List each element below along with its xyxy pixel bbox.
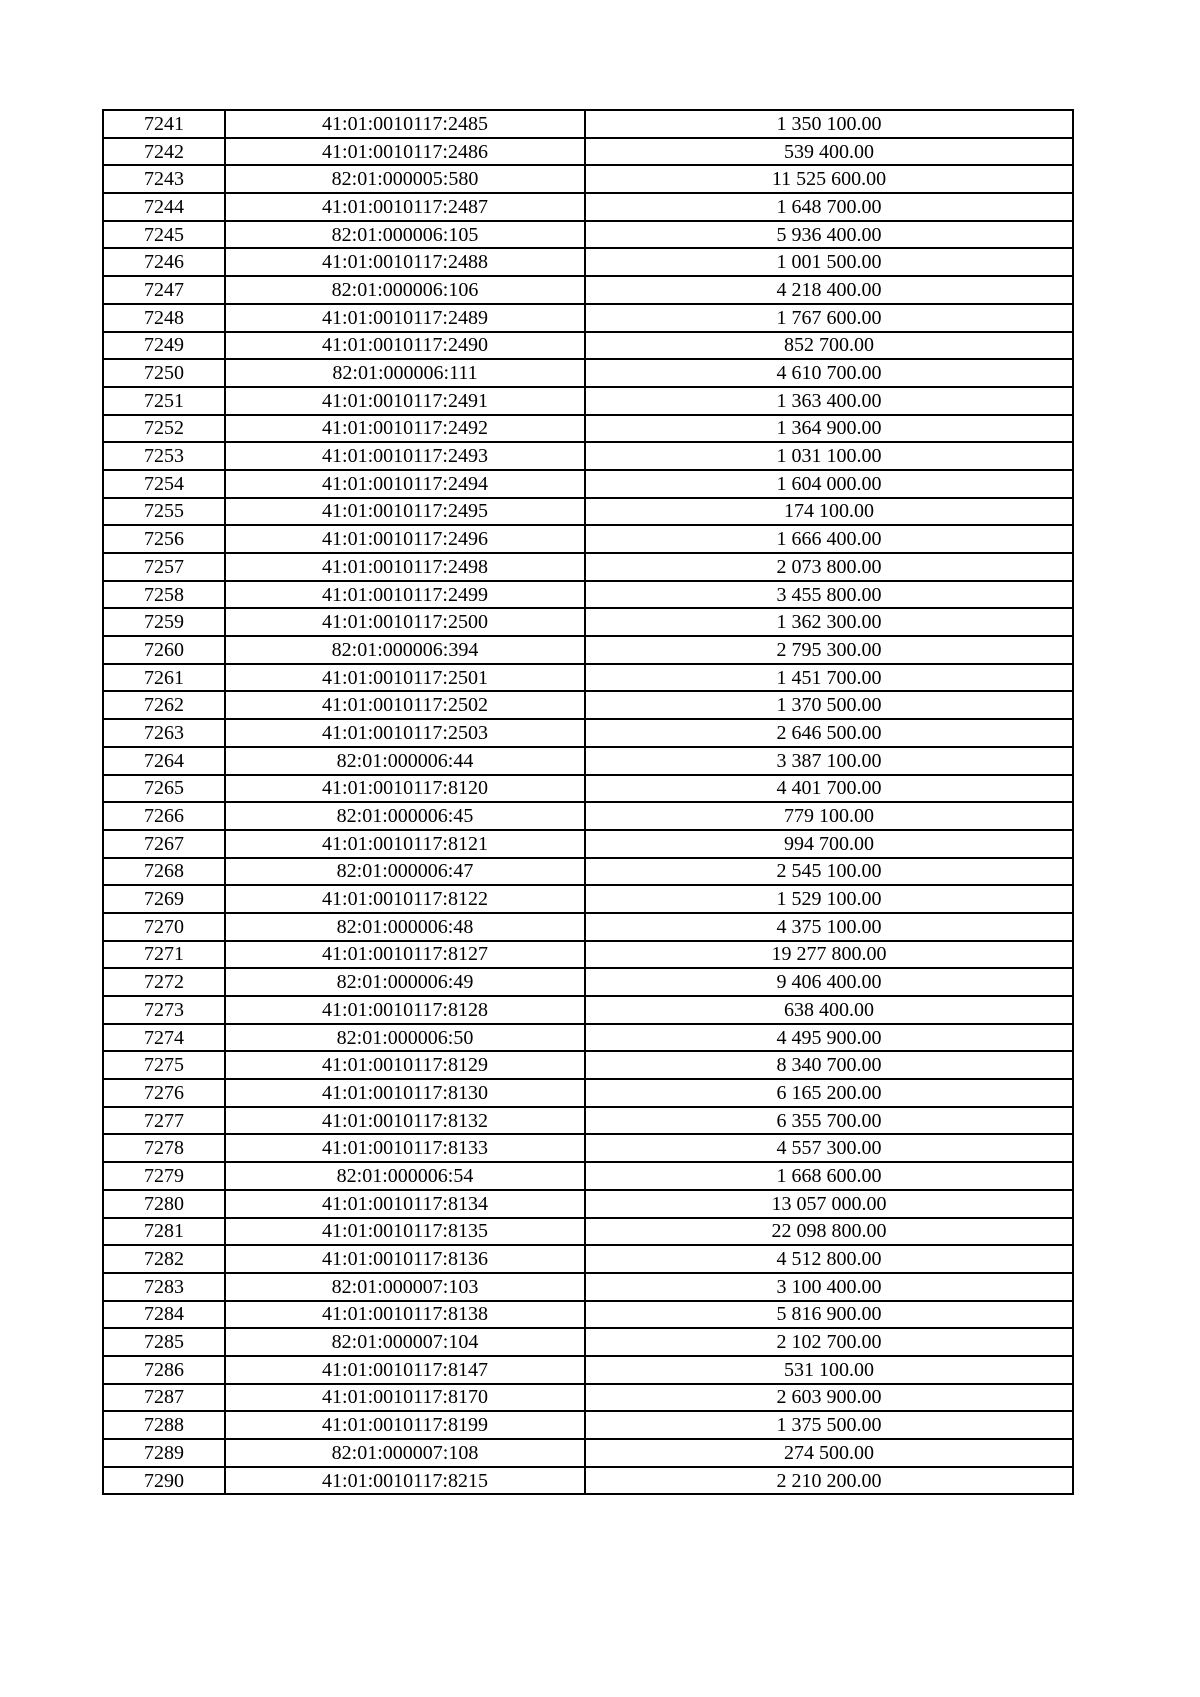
row-number-cell: 7249 [103, 332, 225, 360]
cadastral-value-cell: 2 603 900.00 [585, 1384, 1073, 1412]
cadastral-value-table [102, 109, 1074, 1495]
table-row [103, 138, 1073, 166]
row-number-cell: 7283 [103, 1273, 225, 1301]
table-row [103, 276, 1073, 304]
cadastral-value-cell: 6 165 200.00 [585, 1079, 1073, 1107]
table-row [103, 1301, 1073, 1329]
cadastral-number-cell: 82:01:000006:44 [225, 747, 585, 775]
cadastral-value-cell: 3 100 400.00 [585, 1273, 1073, 1301]
cadastral-value-cell: 1 350 100.00 [585, 110, 1073, 138]
row-number-cell: 7252 [103, 415, 225, 443]
cadastral-number-cell: 41:01:0010117:2492 [225, 415, 585, 443]
cadastral-number-cell: 82:01:000007:104 [225, 1328, 585, 1356]
table-row [103, 941, 1073, 969]
table-row [103, 1467, 1073, 1495]
table-row [103, 1190, 1073, 1218]
row-number-cell: 7266 [103, 802, 225, 830]
table-row [103, 304, 1073, 332]
row-number-cell: 7273 [103, 996, 225, 1024]
table-row [103, 913, 1073, 941]
table-row [103, 747, 1073, 775]
cadastral-value-cell: 2 073 800.00 [585, 553, 1073, 581]
table-row [103, 1439, 1073, 1467]
cadastral-value-cell: 4 218 400.00 [585, 276, 1073, 304]
cadastral-number-cell: 41:01:0010117:8127 [225, 941, 585, 969]
cadastral-value-cell: 5 936 400.00 [585, 221, 1073, 249]
table-row [103, 1384, 1073, 1412]
cadastral-value-cell: 531 100.00 [585, 1356, 1073, 1384]
cadastral-number-cell: 82:01:000006:45 [225, 802, 585, 830]
row-number-cell: 7259 [103, 608, 225, 636]
table-row [103, 968, 1073, 996]
table-row [103, 1024, 1073, 1052]
cadastral-number-cell: 82:01:000006:47 [225, 858, 585, 886]
row-number-cell: 7286 [103, 1356, 225, 1384]
cadastral-value-cell: 1 001 500.00 [585, 248, 1073, 276]
cadastral-value-cell: 1 767 600.00 [585, 304, 1073, 332]
cadastral-number-cell: 41:01:0010117:2501 [225, 664, 585, 692]
cadastral-value-cell: 1 370 500.00 [585, 691, 1073, 719]
row-number-cell: 7274 [103, 1024, 225, 1052]
cadastral-value-cell: 9 406 400.00 [585, 968, 1073, 996]
cadastral-number-cell: 41:01:0010117:8128 [225, 996, 585, 1024]
table-row [103, 248, 1073, 276]
cadastral-value-cell: 994 700.00 [585, 830, 1073, 858]
cadastral-value-cell: 1 604 000.00 [585, 470, 1073, 498]
cadastral-number-cell: 41:01:0010117:2488 [225, 248, 585, 276]
table-row [103, 359, 1073, 387]
cadastral-value-cell: 4 401 700.00 [585, 775, 1073, 803]
cadastral-number-cell: 41:01:0010117:2490 [225, 332, 585, 360]
cadastral-value-cell: 4 495 900.00 [585, 1024, 1073, 1052]
row-number-cell: 7284 [103, 1301, 225, 1329]
cadastral-value-cell: 13 057 000.00 [585, 1190, 1073, 1218]
cadastral-value-cell: 2 102 700.00 [585, 1328, 1073, 1356]
table-row [103, 1162, 1073, 1190]
cadastral-value-cell: 6 355 700.00 [585, 1107, 1073, 1135]
cadastral-number-cell: 41:01:0010117:8147 [225, 1356, 585, 1384]
cadastral-value-cell: 1 668 600.00 [585, 1162, 1073, 1190]
cadastral-value-cell: 1 031 100.00 [585, 442, 1073, 470]
cadastral-value-cell: 1 666 400.00 [585, 525, 1073, 553]
row-number-cell: 7279 [103, 1162, 225, 1190]
row-number-cell: 7250 [103, 359, 225, 387]
row-number-cell: 7265 [103, 775, 225, 803]
cadastral-number-cell: 41:01:0010117:8136 [225, 1245, 585, 1273]
cadastral-value-cell: 1 648 700.00 [585, 193, 1073, 221]
row-number-cell: 7262 [103, 691, 225, 719]
cadastral-value-cell: 539 400.00 [585, 138, 1073, 166]
row-number-cell: 7269 [103, 885, 225, 913]
cadastral-value-cell: 2 646 500.00 [585, 719, 1073, 747]
row-number-cell: 7268 [103, 858, 225, 886]
cadastral-number-cell: 41:01:0010117:2485 [225, 110, 585, 138]
cadastral-number-cell: 41:01:0010117:2489 [225, 304, 585, 332]
row-number-cell: 7290 [103, 1467, 225, 1495]
cadastral-value-cell: 852 700.00 [585, 332, 1073, 360]
cadastral-number-cell: 82:01:000006:48 [225, 913, 585, 941]
cadastral-number-cell: 82:01:000006:105 [225, 221, 585, 249]
cadastral-number-cell: 41:01:0010117:8134 [225, 1190, 585, 1218]
row-number-cell: 7261 [103, 664, 225, 692]
cadastral-value-cell: 11 525 600.00 [585, 165, 1073, 193]
cadastral-value-cell: 1 362 300.00 [585, 608, 1073, 636]
cadastral-number-cell: 82:01:000006:54 [225, 1162, 585, 1190]
table-row [103, 858, 1073, 886]
table-row [103, 415, 1073, 443]
cadastral-number-cell: 41:01:0010117:2493 [225, 442, 585, 470]
cadastral-number-cell: 82:01:000005:580 [225, 165, 585, 193]
cadastral-number-cell: 41:01:0010117:8129 [225, 1051, 585, 1079]
table-row [103, 1328, 1073, 1356]
table-row [103, 1134, 1073, 1162]
cadastral-value-cell: 5 816 900.00 [585, 1301, 1073, 1329]
table-row [103, 165, 1073, 193]
cadastral-value-cell: 2 210 200.00 [585, 1467, 1073, 1495]
table-row [103, 1218, 1073, 1246]
cadastral-number-cell: 41:01:0010117:8133 [225, 1134, 585, 1162]
cadastral-number-cell: 41:01:0010117:2498 [225, 553, 585, 581]
row-number-cell: 7257 [103, 553, 225, 581]
row-number-cell: 7251 [103, 387, 225, 415]
table-row [103, 719, 1073, 747]
row-number-cell: 7289 [103, 1439, 225, 1467]
cadastral-number-cell: 41:01:0010117:2503 [225, 719, 585, 747]
cadastral-value-cell: 8 340 700.00 [585, 1051, 1073, 1079]
table-row [103, 885, 1073, 913]
cadastral-value-cell: 22 098 800.00 [585, 1218, 1073, 1246]
cadastral-number-cell: 41:01:0010117:2502 [225, 691, 585, 719]
table-row [103, 608, 1073, 636]
cadastral-number-cell: 41:01:0010117:2487 [225, 193, 585, 221]
table-row [103, 775, 1073, 803]
table-row [103, 636, 1073, 664]
row-number-cell: 7247 [103, 276, 225, 304]
cadastral-number-cell: 41:01:0010117:8135 [225, 1218, 585, 1246]
cadastral-value-cell: 3 387 100.00 [585, 747, 1073, 775]
row-number-cell: 7241 [103, 110, 225, 138]
cadastral-number-cell: 41:01:0010117:8130 [225, 1079, 585, 1107]
cadastral-value-cell: 174 100.00 [585, 498, 1073, 526]
table-row [103, 1411, 1073, 1439]
row-number-cell: 7263 [103, 719, 225, 747]
cadastral-number-cell: 82:01:000006:50 [225, 1024, 585, 1052]
row-number-cell: 7244 [103, 193, 225, 221]
table-row [103, 802, 1073, 830]
table-row [103, 525, 1073, 553]
cadastral-value-cell: 638 400.00 [585, 996, 1073, 1024]
table-row [103, 830, 1073, 858]
row-number-cell: 7276 [103, 1079, 225, 1107]
row-number-cell: 7281 [103, 1218, 225, 1246]
table-row [103, 1051, 1073, 1079]
cadastral-number-cell: 41:01:0010117:8120 [225, 775, 585, 803]
cadastral-value-cell: 2 795 300.00 [585, 636, 1073, 664]
row-number-cell: 7255 [103, 498, 225, 526]
row-number-cell: 7287 [103, 1384, 225, 1412]
table-row [103, 193, 1073, 221]
table-body [103, 110, 1073, 1494]
cadastral-number-cell: 41:01:0010117:8215 [225, 1467, 585, 1495]
row-number-cell: 7272 [103, 968, 225, 996]
cadastral-number-cell: 82:01:000006:49 [225, 968, 585, 996]
table-row [103, 553, 1073, 581]
cadastral-value-cell: 2 545 100.00 [585, 858, 1073, 886]
cadastral-number-cell: 82:01:000007:103 [225, 1273, 585, 1301]
table-row [103, 691, 1073, 719]
cadastral-number-cell: 41:01:0010117:2486 [225, 138, 585, 166]
table-row [103, 110, 1073, 138]
row-number-cell: 7258 [103, 581, 225, 609]
table-row [103, 387, 1073, 415]
row-number-cell: 7264 [103, 747, 225, 775]
cadastral-number-cell: 41:01:0010117:8132 [225, 1107, 585, 1135]
row-number-cell: 7277 [103, 1107, 225, 1135]
table-row [103, 1273, 1073, 1301]
table-row [103, 581, 1073, 609]
row-number-cell: 7278 [103, 1134, 225, 1162]
row-number-cell: 7245 [103, 221, 225, 249]
cadastral-value-cell: 1 529 100.00 [585, 885, 1073, 913]
cadastral-value-cell: 19 277 800.00 [585, 941, 1073, 969]
cadastral-value-cell: 1 364 900.00 [585, 415, 1073, 443]
table-row [103, 1245, 1073, 1273]
cadastral-value-cell: 4 557 300.00 [585, 1134, 1073, 1162]
cadastral-number-cell: 41:01:0010117:2500 [225, 608, 585, 636]
row-number-cell: 7242 [103, 138, 225, 166]
table-row [103, 1107, 1073, 1135]
cadastral-number-cell: 41:01:0010117:2496 [225, 525, 585, 553]
table-row [103, 332, 1073, 360]
cadastral-number-cell: 82:01:000006:106 [225, 276, 585, 304]
cadastral-number-cell: 82:01:000006:394 [225, 636, 585, 664]
cadastral-number-cell: 41:01:0010117:2499 [225, 581, 585, 609]
cadastral-number-cell: 41:01:0010117:8199 [225, 1411, 585, 1439]
cadastral-value-cell: 4 375 100.00 [585, 913, 1073, 941]
row-number-cell: 7243 [103, 165, 225, 193]
table-row [103, 221, 1073, 249]
row-number-cell: 7253 [103, 442, 225, 470]
row-number-cell: 7246 [103, 248, 225, 276]
row-number-cell: 7260 [103, 636, 225, 664]
table-row [103, 996, 1073, 1024]
table-row [103, 1079, 1073, 1107]
row-number-cell: 7256 [103, 525, 225, 553]
row-number-cell: 7285 [103, 1328, 225, 1356]
row-number-cell: 7270 [103, 913, 225, 941]
cadastral-value-cell: 4 610 700.00 [585, 359, 1073, 387]
cadastral-number-cell: 41:01:0010117:8121 [225, 830, 585, 858]
cadastral-number-cell: 41:01:0010117:2495 [225, 498, 585, 526]
table-row [103, 1356, 1073, 1384]
row-number-cell: 7275 [103, 1051, 225, 1079]
cadastral-number-cell: 82:01:000006:111 [225, 359, 585, 387]
cadastral-value-cell: 1 451 700.00 [585, 664, 1073, 692]
cadastral-value-cell: 274 500.00 [585, 1439, 1073, 1467]
cadastral-value-cell: 4 512 800.00 [585, 1245, 1073, 1273]
cadastral-number-cell: 41:01:0010117:2491 [225, 387, 585, 415]
cadastral-value-cell: 3 455 800.00 [585, 581, 1073, 609]
cadastral-value-cell: 1 363 400.00 [585, 387, 1073, 415]
row-number-cell: 7254 [103, 470, 225, 498]
table-row [103, 470, 1073, 498]
cadastral-number-cell: 41:01:0010117:8122 [225, 885, 585, 913]
row-number-cell: 7288 [103, 1411, 225, 1439]
cadastral-number-cell: 41:01:0010117:8170 [225, 1384, 585, 1412]
cadastral-value-cell: 779 100.00 [585, 802, 1073, 830]
row-number-cell: 7271 [103, 941, 225, 969]
table-row [103, 664, 1073, 692]
table-row [103, 498, 1073, 526]
table-row [103, 442, 1073, 470]
row-number-cell: 7280 [103, 1190, 225, 1218]
cadastral-value-cell: 1 375 500.00 [585, 1411, 1073, 1439]
cadastral-number-cell: 41:01:0010117:2494 [225, 470, 585, 498]
row-number-cell: 7282 [103, 1245, 225, 1273]
cadastral-number-cell: 82:01:000007:108 [225, 1439, 585, 1467]
row-number-cell: 7248 [103, 304, 225, 332]
row-number-cell: 7267 [103, 830, 225, 858]
cadastral-number-cell: 41:01:0010117:8138 [225, 1301, 585, 1329]
